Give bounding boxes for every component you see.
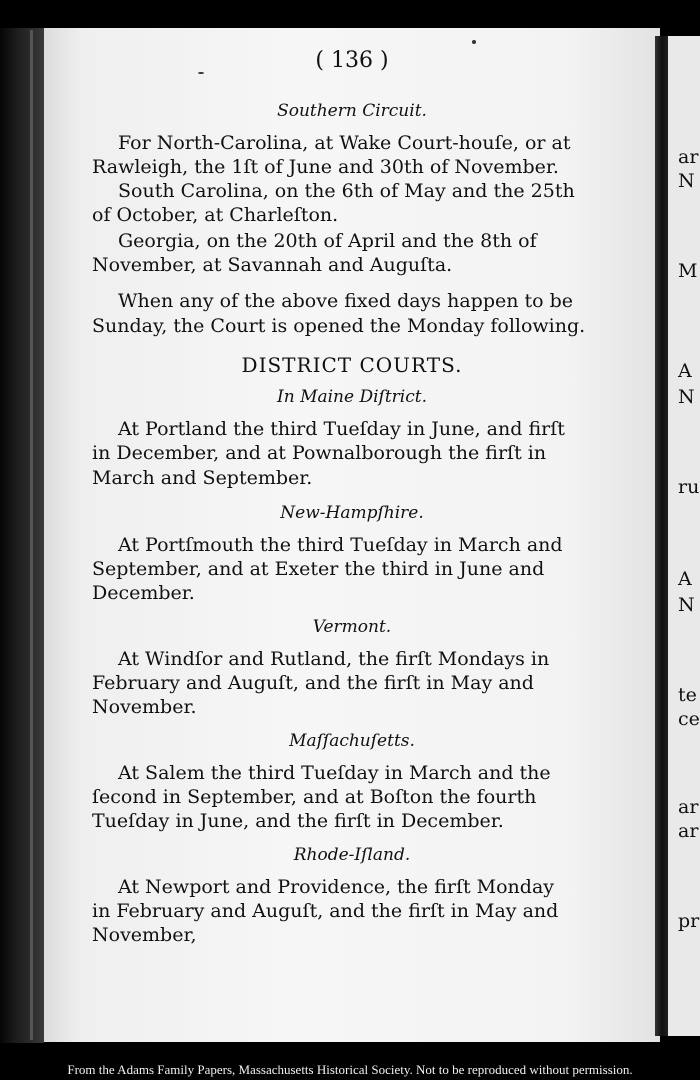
facing-page-fragment: ar (678, 796, 699, 818)
vermont-heading: Vermont. (312, 617, 392, 637)
text-line: September, and at Exeter the third in June and (92, 558, 545, 580)
book-page (44, 28, 660, 1042)
facing-page-fragment: N (678, 386, 695, 408)
facing-page-fragment: ce (678, 708, 700, 730)
text-line: Rawleigh, the 1ſt of June and 30th of November. (92, 156, 559, 178)
facing-page-fragment: ru (678, 476, 700, 498)
text-line: For North-Carolina, at Wake Court-houſe, or at (118, 132, 571, 154)
text-line: December. (92, 582, 195, 604)
district-courts-heading: DISTRICT COURTS. (241, 353, 463, 377)
facing-page-fragment: te (678, 684, 697, 706)
facing-page-fragment: N (678, 170, 695, 192)
facing-page-fragment: ar (678, 820, 699, 842)
text-line: November, (92, 924, 197, 946)
text-line: November, at Savannah and Auguſta. (92, 254, 453, 276)
facing-page-edge (668, 36, 700, 1036)
text-line: ſecond in September, and at Boſton the fourth (92, 786, 537, 808)
text-line: South Carolina, on the 6th of May and the 25th (118, 180, 575, 202)
massachusetts-heading: Maſſachuſetts. (289, 731, 415, 751)
text-line: Sunday, the Court is opened the Monday following. (92, 315, 586, 337)
facing-page-fragment: N (678, 594, 695, 616)
text-line: in February and Auguſt, and the firſt in May and (92, 900, 559, 922)
text-line: February and Auguſt, and the firſt in May and (92, 672, 534, 694)
facing-page-fragment: pr (678, 910, 700, 932)
text-line: At Newport and Providence, the firſt Monday (118, 876, 555, 898)
text-line: Tueſday in June, and the firſt in December. (92, 810, 504, 832)
permission-footer: From the Adams Family Papers, Massachusetts Historical Society. Not to be reproduced without permission. (67, 1062, 633, 1077)
text-line: March and September. (92, 467, 313, 489)
facing-page-fragment: A (678, 360, 692, 382)
facing-page-fragment: M (678, 260, 698, 282)
text-line: At Windſor and Rutland, the firſt Mondays in (118, 648, 550, 670)
page-spine-shadow (655, 36, 669, 1036)
facing-page-fragment: A (678, 568, 692, 590)
text-line: At Salem the third Tueſday in March and the (118, 762, 551, 784)
text-line: of October, at Charleſton. (92, 204, 339, 226)
text-line: Georgia, on the 20th of April and the 8th of (118, 230, 537, 252)
gutter-edge (30, 30, 33, 1040)
ink-fleck (472, 40, 476, 44)
facing-page-fragment: ar (678, 146, 699, 168)
southern-circuit-heading: Southern Circuit. (277, 101, 427, 121)
ink-fleck (198, 72, 204, 74)
text-line: When any of the above fixed days happen to be (118, 290, 574, 312)
page-number: ( 136 ) (315, 48, 389, 73)
book-gutter (0, 28, 44, 1043)
new-hampshire-heading: New-Hampſhire. (280, 503, 424, 523)
maine-heading: In Maine Diſtrict. (277, 387, 427, 407)
text-line: At Portſmouth the third Tueſday in March and (118, 534, 563, 556)
rhode-island-heading: Rhode-Iſland. (293, 845, 411, 865)
text-line: in December, and at Pownalborough the firſt in (92, 442, 547, 464)
text-line: November. (92, 696, 197, 718)
text-line: At Portland the third Tueſday in June, and firſt (118, 418, 565, 440)
